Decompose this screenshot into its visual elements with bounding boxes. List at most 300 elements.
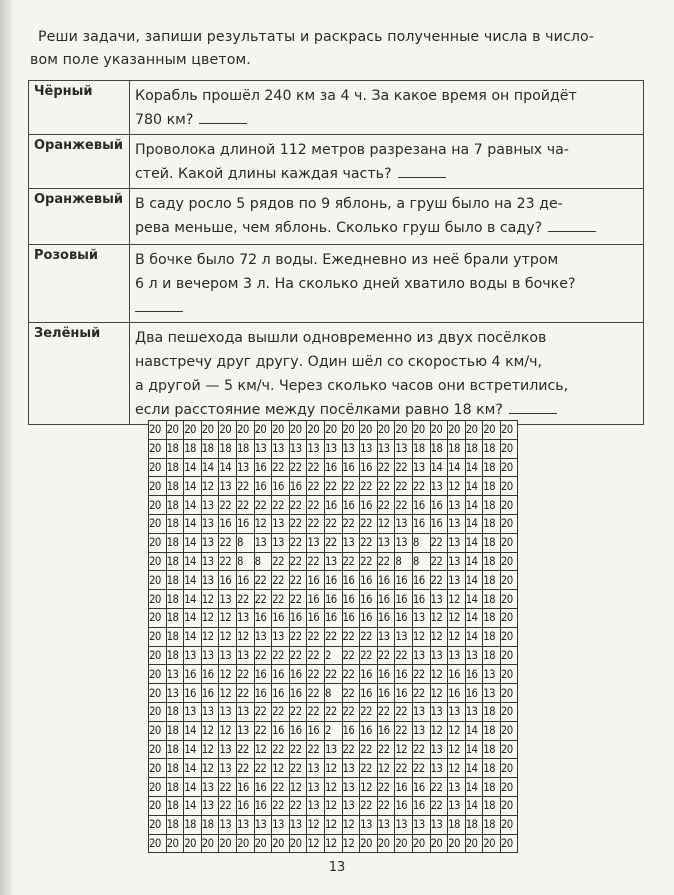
grid-cell[interactable]: 20 bbox=[201, 834, 219, 853]
grid-cell[interactable]: 22 bbox=[360, 514, 378, 533]
grid-cell[interactable]: 20 bbox=[500, 759, 518, 778]
grid-cell[interactable]: 20 bbox=[500, 684, 518, 703]
grid-cell[interactable]: 14 bbox=[465, 778, 483, 797]
grid-cell[interactable]: 12 bbox=[254, 740, 272, 759]
grid-cell[interactable]: 20 bbox=[149, 571, 167, 590]
grid-cell[interactable]: 16 bbox=[412, 514, 430, 533]
grid-cell[interactable]: 18 bbox=[483, 796, 501, 815]
grid-cell[interactable]: 13 bbox=[412, 608, 430, 627]
grid-cell[interactable]: 16 bbox=[342, 458, 360, 477]
grid-cell[interactable]: 13 bbox=[201, 496, 219, 515]
grid-cell[interactable]: 13 bbox=[201, 552, 219, 571]
grid-cell[interactable]: 20 bbox=[149, 439, 167, 458]
grid-cell[interactable]: 12 bbox=[201, 759, 219, 778]
grid-cell[interactable]: 14 bbox=[219, 458, 237, 477]
grid-cell[interactable]: 22 bbox=[324, 514, 342, 533]
grid-cell[interactable]: 13 bbox=[448, 702, 466, 721]
grid-cell[interactable]: 18 bbox=[483, 496, 501, 515]
grid-cell[interactable]: 22 bbox=[307, 552, 325, 571]
grid-cell[interactable]: 16 bbox=[395, 608, 413, 627]
grid-cell[interactable]: 18 bbox=[166, 477, 184, 496]
grid-cell[interactable]: 22 bbox=[289, 552, 307, 571]
grid-cell[interactable]: 12 bbox=[324, 815, 342, 834]
grid-cell[interactable]: 22 bbox=[219, 552, 237, 571]
grid-cell[interactable]: 18 bbox=[483, 778, 501, 797]
grid-cell[interactable]: 13 bbox=[412, 646, 430, 665]
grid-cell[interactable]: 18 bbox=[483, 627, 501, 646]
grid-cell[interactable]: 22 bbox=[412, 684, 430, 703]
grid-cell[interactable]: 13 bbox=[166, 684, 184, 703]
grid-cell[interactable]: 18 bbox=[166, 796, 184, 815]
grid-cell[interactable]: 22 bbox=[342, 665, 360, 684]
grid-cell[interactable]: 20 bbox=[500, 514, 518, 533]
grid-cell[interactable]: 22 bbox=[289, 702, 307, 721]
grid-cell[interactable]: 2 bbox=[324, 646, 342, 665]
grid-cell[interactable]: 22 bbox=[377, 740, 395, 759]
grid-cell[interactable]: 12 bbox=[324, 834, 342, 853]
grid-cell[interactable]: 20 bbox=[500, 439, 518, 458]
grid-cell[interactable]: 16 bbox=[272, 684, 290, 703]
grid-cell[interactable]: 22 bbox=[377, 646, 395, 665]
grid-cell[interactable]: 18 bbox=[236, 439, 254, 458]
grid-cell[interactable]: 20 bbox=[289, 421, 307, 440]
grid-cell[interactable]: 12 bbox=[324, 778, 342, 797]
grid-cell[interactable]: 22 bbox=[395, 721, 413, 740]
grid-cell[interactable]: 18 bbox=[448, 439, 466, 458]
grid-cell[interactable]: 16 bbox=[324, 458, 342, 477]
grid-cell[interactable]: 20 bbox=[149, 552, 167, 571]
grid-cell[interactable]: 16 bbox=[254, 796, 272, 815]
grid-cell[interactable]: 22 bbox=[342, 627, 360, 646]
grid-cell[interactable]: 16 bbox=[465, 684, 483, 703]
grid-cell[interactable]: 22 bbox=[430, 778, 448, 797]
grid-cell[interactable]: 12 bbox=[236, 627, 254, 646]
grid-cell[interactable]: 16 bbox=[236, 778, 254, 797]
grid-cell[interactable]: 18 bbox=[483, 571, 501, 590]
grid-cell[interactable]: 22 bbox=[236, 740, 254, 759]
grid-cell[interactable]: 20 bbox=[149, 702, 167, 721]
grid-cell[interactable]: 14 bbox=[184, 496, 202, 515]
grid-cell[interactable]: 22 bbox=[236, 496, 254, 515]
grid-cell[interactable]: 13 bbox=[395, 627, 413, 646]
grid-cell[interactable]: 14 bbox=[184, 721, 202, 740]
grid-cell[interactable]: 20 bbox=[500, 815, 518, 834]
grid-cell[interactable]: 13 bbox=[448, 778, 466, 797]
grid-cell[interactable]: 16 bbox=[289, 684, 307, 703]
grid-cell[interactable]: 13 bbox=[166, 665, 184, 684]
grid-cell[interactable]: 13 bbox=[201, 702, 219, 721]
grid-cell[interactable]: 18 bbox=[483, 590, 501, 609]
grid-cell[interactable]: 20 bbox=[500, 646, 518, 665]
grid-cell[interactable]: 20 bbox=[448, 834, 466, 853]
grid-cell[interactable]: 20 bbox=[166, 421, 184, 440]
grid-cell[interactable]: 20 bbox=[149, 496, 167, 515]
grid-cell[interactable]: 16 bbox=[377, 684, 395, 703]
grid-cell[interactable]: 12 bbox=[272, 759, 290, 778]
grid-cell[interactable]: 14 bbox=[465, 627, 483, 646]
grid-cell[interactable]: 13 bbox=[272, 514, 290, 533]
grid-cell[interactable]: 22 bbox=[219, 796, 237, 815]
grid-cell[interactable]: 18 bbox=[483, 608, 501, 627]
grid-cell[interactable]: 14 bbox=[184, 552, 202, 571]
grid-cell[interactable]: 20 bbox=[500, 496, 518, 515]
grid-cell[interactable]: 16 bbox=[254, 665, 272, 684]
grid-cell[interactable]: 20 bbox=[500, 458, 518, 477]
grid-cell[interactable]: 16 bbox=[412, 590, 430, 609]
grid-cell[interactable]: 22 bbox=[412, 759, 430, 778]
grid-cell[interactable]: 22 bbox=[307, 496, 325, 515]
grid-cell[interactable]: 22 bbox=[307, 646, 325, 665]
grid-cell[interactable]: 22 bbox=[377, 458, 395, 477]
grid-cell[interactable]: 20 bbox=[272, 834, 290, 853]
grid-cell[interactable]: 20 bbox=[395, 834, 413, 853]
grid-cell[interactable]: 22 bbox=[289, 533, 307, 552]
grid-cell[interactable]: 13 bbox=[289, 815, 307, 834]
grid-cell[interactable]: 13 bbox=[448, 533, 466, 552]
grid-cell[interactable]: 18 bbox=[483, 533, 501, 552]
grid-cell[interactable]: 14 bbox=[184, 778, 202, 797]
grid-cell[interactable]: 22 bbox=[272, 778, 290, 797]
grid-cell[interactable]: 20 bbox=[219, 834, 237, 853]
grid-cell[interactable]: 13 bbox=[236, 702, 254, 721]
grid-cell[interactable]: 16 bbox=[360, 665, 378, 684]
grid-cell[interactable]: 16 bbox=[184, 665, 202, 684]
grid-cell[interactable]: 18 bbox=[448, 815, 466, 834]
grid-cell[interactable]: 22 bbox=[289, 514, 307, 533]
grid-cell[interactable]: 16 bbox=[430, 496, 448, 515]
grid-cell[interactable]: 14 bbox=[184, 514, 202, 533]
grid-cell[interactable]: 20 bbox=[500, 665, 518, 684]
grid-cell[interactable]: 22 bbox=[272, 646, 290, 665]
grid-cell[interactable]: 13 bbox=[395, 815, 413, 834]
grid-cell[interactable]: 18 bbox=[201, 439, 219, 458]
grid-cell[interactable]: 14 bbox=[465, 552, 483, 571]
grid-cell[interactable]: 13 bbox=[395, 533, 413, 552]
grid-cell[interactable]: 12 bbox=[448, 477, 466, 496]
grid-cell[interactable]: 20 bbox=[500, 590, 518, 609]
grid-cell[interactable]: 13 bbox=[219, 759, 237, 778]
grid-cell[interactable]: 13 bbox=[236, 646, 254, 665]
grid-cell[interactable]: 20 bbox=[307, 421, 325, 440]
grid-cell[interactable]: 13 bbox=[219, 646, 237, 665]
grid-cell[interactable]: 16 bbox=[219, 571, 237, 590]
grid-cell[interactable]: 16 bbox=[254, 477, 272, 496]
grid-cell[interactable]: 18 bbox=[166, 721, 184, 740]
grid-cell[interactable]: 14 bbox=[184, 740, 202, 759]
grid-cell[interactable]: 13 bbox=[377, 815, 395, 834]
grid-cell[interactable]: 16 bbox=[219, 514, 237, 533]
grid-cell[interactable]: 14 bbox=[465, 796, 483, 815]
grid-cell[interactable]: 13 bbox=[430, 702, 448, 721]
grid-cell[interactable]: 22 bbox=[377, 796, 395, 815]
grid-cell[interactable]: 16 bbox=[236, 796, 254, 815]
grid-cell[interactable]: 18 bbox=[483, 721, 501, 740]
grid-cell[interactable]: 22 bbox=[430, 533, 448, 552]
grid-cell[interactable]: 13 bbox=[236, 815, 254, 834]
grid-cell[interactable]: 16 bbox=[360, 458, 378, 477]
grid-cell[interactable]: 16 bbox=[254, 684, 272, 703]
grid-cell[interactable]: 22 bbox=[236, 684, 254, 703]
answer-blank[interactable] bbox=[199, 109, 247, 124]
grid-cell[interactable]: 22 bbox=[272, 458, 290, 477]
grid-cell[interactable]: 20 bbox=[149, 608, 167, 627]
grid-cell[interactable]: 16 bbox=[324, 608, 342, 627]
grid-cell[interactable]: 20 bbox=[149, 421, 167, 440]
grid-cell[interactable]: 20 bbox=[500, 608, 518, 627]
grid-cell[interactable]: 20 bbox=[483, 834, 501, 853]
grid-cell[interactable]: 13 bbox=[201, 514, 219, 533]
grid-cell[interactable]: 20 bbox=[324, 421, 342, 440]
grid-cell[interactable]: 16 bbox=[395, 778, 413, 797]
grid-cell[interactable]: 22 bbox=[289, 458, 307, 477]
grid-cell[interactable]: 18 bbox=[465, 439, 483, 458]
grid-cell[interactable]: 13 bbox=[412, 721, 430, 740]
grid-cell[interactable]: 14 bbox=[184, 571, 202, 590]
grid-cell[interactable]: 16 bbox=[360, 571, 378, 590]
grid-cell[interactable]: 20 bbox=[500, 552, 518, 571]
grid-cell[interactable]: 16 bbox=[412, 571, 430, 590]
grid-cell[interactable]: 18 bbox=[166, 740, 184, 759]
grid-cell[interactable]: 20 bbox=[448, 421, 466, 440]
grid-cell[interactable]: 22 bbox=[289, 796, 307, 815]
grid-cell[interactable]: 12 bbox=[201, 477, 219, 496]
grid-cell[interactable]: 12 bbox=[448, 759, 466, 778]
grid-cell[interactable]: 22 bbox=[272, 740, 290, 759]
answer-blank[interactable] bbox=[398, 163, 446, 178]
grid-cell[interactable]: 22 bbox=[254, 759, 272, 778]
grid-cell[interactable]: 12 bbox=[219, 665, 237, 684]
grid-cell[interactable]: 13 bbox=[219, 702, 237, 721]
grid-cell[interactable]: 16 bbox=[395, 796, 413, 815]
grid-cell[interactable]: 20 bbox=[149, 646, 167, 665]
grid-cell[interactable]: 14 bbox=[184, 608, 202, 627]
grid-cell[interactable]: 16 bbox=[184, 684, 202, 703]
grid-cell[interactable]: 18 bbox=[483, 439, 501, 458]
grid-cell[interactable]: 16 bbox=[360, 608, 378, 627]
grid-cell[interactable]: 22 bbox=[360, 552, 378, 571]
grid-cell[interactable]: 16 bbox=[395, 590, 413, 609]
grid-cell[interactable]: 16 bbox=[324, 571, 342, 590]
grid-cell[interactable]: 13 bbox=[324, 439, 342, 458]
grid-cell[interactable]: 12 bbox=[201, 608, 219, 627]
grid-cell[interactable]: 22 bbox=[377, 778, 395, 797]
grid-cell[interactable]: 22 bbox=[395, 759, 413, 778]
grid-cell[interactable]: 16 bbox=[201, 684, 219, 703]
grid-cell[interactable]: 16 bbox=[307, 590, 325, 609]
grid-cell[interactable]: 18 bbox=[219, 439, 237, 458]
grid-cell[interactable]: 18 bbox=[166, 514, 184, 533]
grid-cell[interactable]: 16 bbox=[254, 608, 272, 627]
grid-cell[interactable]: 12 bbox=[430, 608, 448, 627]
grid-cell[interactable]: 20 bbox=[149, 627, 167, 646]
grid-cell[interactable]: 20 bbox=[500, 834, 518, 853]
grid-cell[interactable]: 12 bbox=[377, 759, 395, 778]
grid-cell[interactable]: 13 bbox=[236, 458, 254, 477]
grid-cell[interactable]: 13 bbox=[448, 796, 466, 815]
grid-cell[interactable]: 13 bbox=[412, 458, 430, 477]
grid-cell[interactable]: 12 bbox=[254, 514, 272, 533]
grid-cell[interactable]: 14 bbox=[184, 796, 202, 815]
grid-cell[interactable]: 16 bbox=[360, 590, 378, 609]
grid-cell[interactable]: 20 bbox=[149, 834, 167, 853]
grid-cell[interactable]: 20 bbox=[500, 627, 518, 646]
grid-cell[interactable]: 13 bbox=[430, 477, 448, 496]
grid-cell[interactable]: 22 bbox=[254, 702, 272, 721]
grid-cell[interactable]: 18 bbox=[166, 458, 184, 477]
grid-cell[interactable]: 14 bbox=[465, 477, 483, 496]
grid-cell[interactable]: 18 bbox=[166, 571, 184, 590]
grid-cell[interactable]: 16 bbox=[324, 590, 342, 609]
grid-cell[interactable]: 12 bbox=[430, 627, 448, 646]
grid-cell[interactable]: 22 bbox=[342, 514, 360, 533]
grid-cell[interactable]: 20 bbox=[201, 421, 219, 440]
grid-cell[interactable]: 18 bbox=[483, 740, 501, 759]
grid-cell[interactable]: 14 bbox=[465, 458, 483, 477]
grid-cell[interactable]: 16 bbox=[412, 778, 430, 797]
grid-cell[interactable]: 13 bbox=[201, 796, 219, 815]
grid-cell[interactable]: 20 bbox=[412, 834, 430, 853]
grid-cell[interactable]: 22 bbox=[236, 665, 254, 684]
grid-cell[interactable]: 22 bbox=[360, 759, 378, 778]
grid-cell[interactable]: 13 bbox=[324, 740, 342, 759]
grid-cell[interactable]: 18 bbox=[201, 815, 219, 834]
grid-cell[interactable]: 22 bbox=[360, 796, 378, 815]
grid-cell[interactable]: 18 bbox=[166, 778, 184, 797]
grid-cell[interactable]: 22 bbox=[360, 533, 378, 552]
grid-cell[interactable]: 12 bbox=[201, 590, 219, 609]
grid-cell[interactable]: 22 bbox=[289, 646, 307, 665]
grid-cell[interactable]: 12 bbox=[324, 796, 342, 815]
grid-cell[interactable]: 16 bbox=[448, 684, 466, 703]
grid-cell[interactable]: 18 bbox=[166, 552, 184, 571]
grid-cell[interactable]: 16 bbox=[412, 796, 430, 815]
grid-cell[interactable]: 22 bbox=[272, 796, 290, 815]
grid-cell[interactable]: 16 bbox=[307, 721, 325, 740]
grid-cell[interactable]: 12 bbox=[448, 627, 466, 646]
grid-cell[interactable]: 22 bbox=[307, 684, 325, 703]
grid-cell[interactable]: 20 bbox=[430, 834, 448, 853]
grid-cell[interactable]: 20 bbox=[342, 421, 360, 440]
grid-cell[interactable]: 13 bbox=[342, 439, 360, 458]
grid-cell[interactable]: 18 bbox=[166, 815, 184, 834]
grid-cell[interactable]: 20 bbox=[149, 778, 167, 797]
grid-cell[interactable]: 13 bbox=[465, 702, 483, 721]
grid-cell[interactable]: 13 bbox=[448, 552, 466, 571]
grid-cell[interactable]: 18 bbox=[465, 815, 483, 834]
grid-cell[interactable]: 16 bbox=[360, 496, 378, 515]
grid-cell[interactable]: 22 bbox=[307, 665, 325, 684]
grid-cell[interactable]: 18 bbox=[166, 702, 184, 721]
grid-cell[interactable]: 13 bbox=[324, 552, 342, 571]
grid-cell[interactable]: 22 bbox=[430, 796, 448, 815]
grid-cell[interactable]: 20 bbox=[377, 421, 395, 440]
grid-cell[interactable]: 2 bbox=[324, 721, 342, 740]
grid-cell[interactable]: 22 bbox=[377, 496, 395, 515]
grid-cell[interactable]: 22 bbox=[254, 646, 272, 665]
grid-cell[interactable]: 13 bbox=[201, 778, 219, 797]
grid-cell[interactable]: 16 bbox=[342, 496, 360, 515]
grid-cell[interactable]: 14 bbox=[465, 721, 483, 740]
grid-cell[interactable]: 12 bbox=[219, 684, 237, 703]
answer-blank[interactable] bbox=[548, 217, 596, 232]
grid-cell[interactable]: 18 bbox=[184, 815, 202, 834]
grid-cell[interactable]: 16 bbox=[342, 608, 360, 627]
grid-cell[interactable]: 22 bbox=[430, 552, 448, 571]
grid-cell[interactable]: 13 bbox=[272, 815, 290, 834]
grid-cell[interactable]: 12 bbox=[377, 514, 395, 533]
grid-cell[interactable]: 12 bbox=[412, 627, 430, 646]
grid-cell[interactable]: 20 bbox=[149, 721, 167, 740]
grid-cell[interactable]: 22 bbox=[342, 552, 360, 571]
grid-cell[interactable]: 22 bbox=[377, 552, 395, 571]
grid-cell[interactable]: 16 bbox=[448, 665, 466, 684]
grid-cell[interactable]: 20 bbox=[500, 421, 518, 440]
grid-cell[interactable]: 13 bbox=[254, 815, 272, 834]
grid-cell[interactable]: 13 bbox=[430, 646, 448, 665]
grid-cell[interactable]: 20 bbox=[395, 421, 413, 440]
grid-cell[interactable]: 22 bbox=[289, 627, 307, 646]
grid-cell[interactable]: 18 bbox=[483, 646, 501, 665]
grid-cell[interactable]: 14 bbox=[184, 477, 202, 496]
grid-cell[interactable]: 22 bbox=[412, 665, 430, 684]
grid-cell[interactable]: 16 bbox=[430, 514, 448, 533]
grid-cell[interactable]: 13 bbox=[483, 665, 501, 684]
grid-cell[interactable]: 22 bbox=[395, 646, 413, 665]
grid-cell[interactable]: 13 bbox=[219, 740, 237, 759]
grid-cell[interactable]: 22 bbox=[342, 684, 360, 703]
grid-cell[interactable]: 12 bbox=[201, 740, 219, 759]
grid-cell[interactable]: 20 bbox=[166, 834, 184, 853]
grid-cell[interactable]: 22 bbox=[272, 571, 290, 590]
grid-cell[interactable]: 22 bbox=[324, 627, 342, 646]
grid-cell[interactable]: 22 bbox=[395, 458, 413, 477]
grid-cell[interactable]: 14 bbox=[184, 533, 202, 552]
grid-cell[interactable]: 22 bbox=[360, 702, 378, 721]
grid-cell[interactable]: 16 bbox=[201, 665, 219, 684]
grid-cell[interactable]: 14 bbox=[184, 627, 202, 646]
grid-cell[interactable]: 18 bbox=[184, 439, 202, 458]
grid-cell[interactable]: 18 bbox=[483, 514, 501, 533]
grid-cell[interactable]: 22 bbox=[254, 571, 272, 590]
grid-cell[interactable]: 20 bbox=[430, 421, 448, 440]
grid-cell[interactable]: 14 bbox=[465, 759, 483, 778]
grid-cell[interactable]: 20 bbox=[412, 421, 430, 440]
grid-cell[interactable]: 22 bbox=[272, 702, 290, 721]
grid-cell[interactable]: 22 bbox=[324, 702, 342, 721]
grid-cell[interactable]: 16 bbox=[395, 571, 413, 590]
grid-cell[interactable]: 22 bbox=[377, 477, 395, 496]
grid-cell[interactable]: 13 bbox=[219, 477, 237, 496]
grid-cell[interactable]: 18 bbox=[483, 815, 501, 834]
grid-cell[interactable]: 20 bbox=[483, 421, 501, 440]
grid-cell[interactable]: 20 bbox=[500, 778, 518, 797]
grid-cell[interactable]: 20 bbox=[500, 571, 518, 590]
grid-cell[interactable]: 22 bbox=[307, 740, 325, 759]
grid-cell[interactable]: 22 bbox=[236, 477, 254, 496]
grid-cell[interactable]: 16 bbox=[236, 514, 254, 533]
grid-cell[interactable]: 13 bbox=[236, 721, 254, 740]
grid-cell[interactable]: 12 bbox=[430, 665, 448, 684]
grid-cell[interactable]: 14 bbox=[465, 608, 483, 627]
grid-cell[interactable]: 20 bbox=[377, 834, 395, 853]
grid-cell[interactable]: 16 bbox=[307, 571, 325, 590]
grid-cell[interactable]: 22 bbox=[219, 496, 237, 515]
grid-cell[interactable]: 20 bbox=[149, 759, 167, 778]
grid-cell[interactable]: 13 bbox=[219, 590, 237, 609]
grid-cell[interactable]: 22 bbox=[289, 759, 307, 778]
grid-cell[interactable]: 8 bbox=[236, 552, 254, 571]
grid-cell[interactable]: 12 bbox=[219, 721, 237, 740]
